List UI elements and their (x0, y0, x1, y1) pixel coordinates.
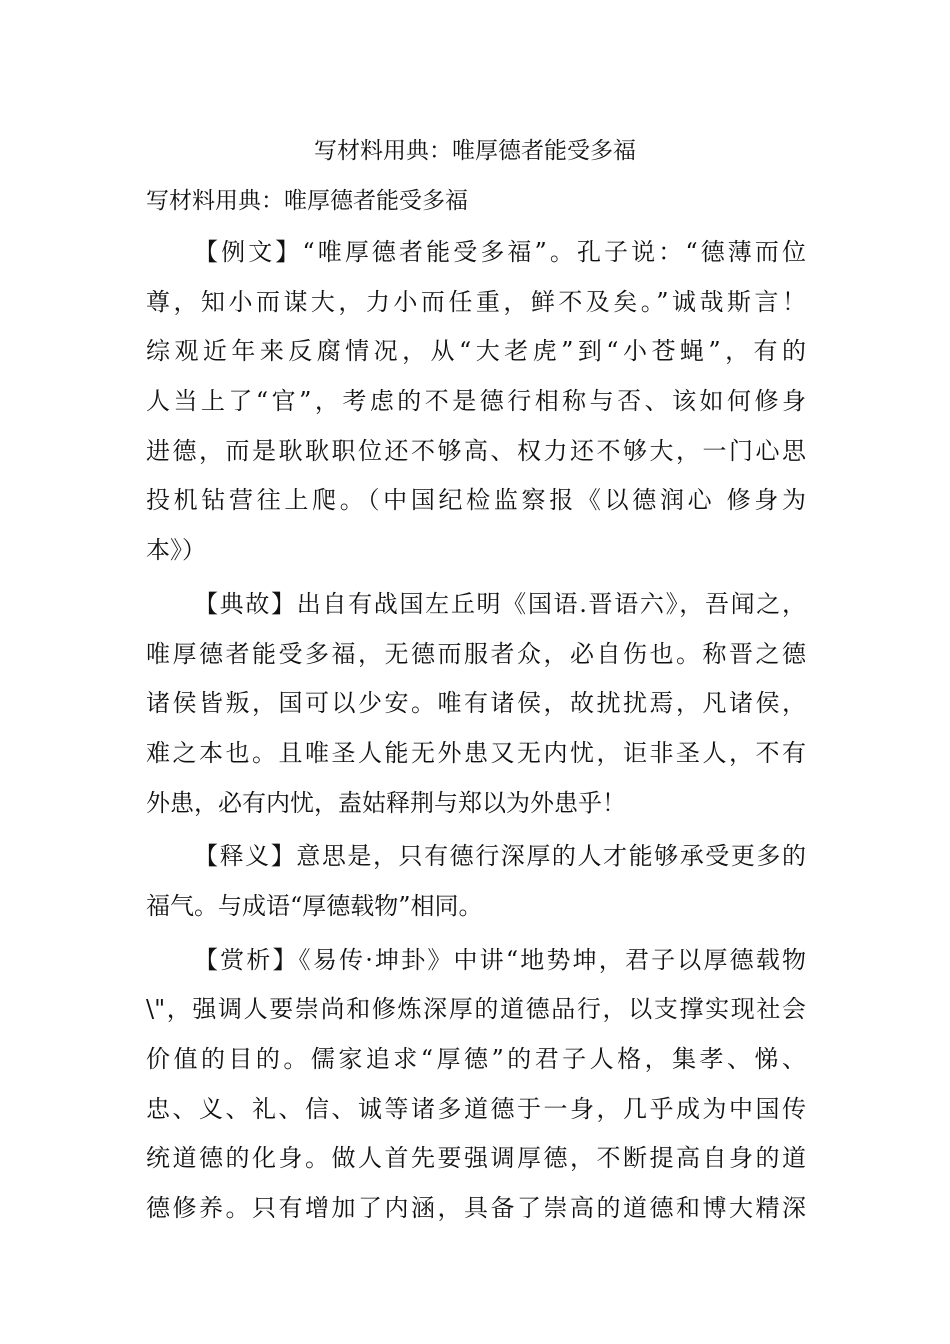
text-line: 德修养。只有增加了内涵，具备了崇高的道德和博大精深 (146, 1194, 806, 1223)
text-line: 进德，而是耿耿职位还不够高、权力还不够大，一门心思 (146, 436, 806, 465)
text-line: 统道德的化身。做人首先要强调厚德，不断提高自身的道 (146, 1144, 806, 1173)
text-line: 综观近年来反腐情况，从“大老虎”到“小苍蝇”，有的 (146, 337, 806, 366)
text-line: 【典故】出自有战国左丘明《国语.晋语六》，吾闻之， (194, 589, 806, 618)
paragraph-meaning (146, 832, 806, 931)
text-line: 外患，必有内忧，盍姑释荆与郑以为外患乎！ (146, 788, 626, 817)
text-line: 人当上了“官”，考虑的不是德行相称与否、该如何修身 (146, 387, 806, 416)
document-title: 写材料用典：唯厚德者能受多福 (314, 138, 636, 164)
text-line: 投机钻营往上爬。（中国纪检监察报《以德润心 修身为 (146, 486, 806, 515)
text-line: 【释义】意思是，只有德行深厚的人才能够承受更多的 (194, 842, 806, 871)
text-line: 忠、义、礼、信、诚等诸多道德于一身，几乎成为中国传 (146, 1094, 806, 1123)
document-body (146, 228, 806, 1238)
text-line: 【例文】“唯厚德者能受多福”。孔子说：“德薄而位 (194, 238, 806, 266)
text-line: 唯厚德者能受多福，无德而服者众，必自伤也。称晋之德 (146, 639, 806, 668)
text-line: 尊，知小而谋大，力小而任重，鲜不及矣。”诚哉斯言！ (146, 287, 806, 316)
paragraph-allusion (146, 580, 806, 828)
document-subtitle: 写材料用典：唯厚德者能受多福 (146, 188, 468, 214)
text-line: 【赏析】《易传·坤卦》中讲“地势坤，君子以厚德载物 (194, 945, 806, 974)
paragraph-example (146, 228, 806, 576)
paragraph-appreciation (146, 936, 806, 1234)
text-line: 本》） (146, 536, 206, 565)
text-line: \"，强调人要崇尚和修炼深厚的道德品行，以支撑实现社会 (146, 995, 806, 1024)
text-line: 诸侯皆叛，国可以少安。唯有诸侯，故扰扰焉，凡诸侯， (146, 689, 806, 718)
text-line: 难之本也。且唯圣人能无外患又无内忧，讵非圣人，不有 (146, 738, 806, 767)
text-line: 福气。与成语“厚德载物”相同。 (146, 891, 483, 920)
text-line: 价值的目的。儒家追求“厚德”的君子人格，集孝、悌、 (146, 1045, 806, 1073)
